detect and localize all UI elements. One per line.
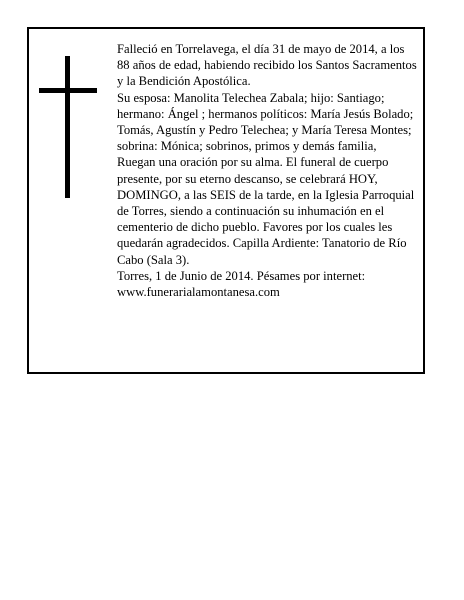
cross-icon	[39, 56, 97, 198]
cross-horizontal-bar	[39, 88, 97, 93]
date-and-condolences: Torres, 1 de Junio de 2014. Pésames por internet: www.funerarialamontanesa.com	[117, 268, 366, 300]
death-announcement: Falleció en Torrelavega, el día 31 de mayo de 2014, a los 88 años de edad, habiendo recibido los Santos Sacramentos y la Bendición Apostólica.	[117, 42, 417, 89]
obituary-text	[117, 41, 417, 300]
funeral-details: Ruegan una oración por su alma. El funeral de cuerpo presente, por su eterno descanso, se celebrará HOY, DOMINGO, a las SEIS de la tarde, en la Iglesia Parroquial de Torres, siendo a continuación su inhumación en el cementerio de dicho pueblo. Favores por los cuales les quedarán agradecidos. Capilla Ardiente: Tanatorio de Río Cabo (Sala 3).	[117, 155, 415, 267]
cross-vertical-bar	[65, 56, 70, 198]
family-list: Su esposa: Manolita Telechea Zabala; hijo: Santiago; hermano: Ángel ; hermanos políticos: María Jesús Bolado; Tomás, Agustín y Pedro Telechea; y María Teresa Montes; sobrina: Mónica; sobrinos, primos y demás familia,	[117, 90, 414, 154]
obituary-notice	[27, 27, 425, 374]
